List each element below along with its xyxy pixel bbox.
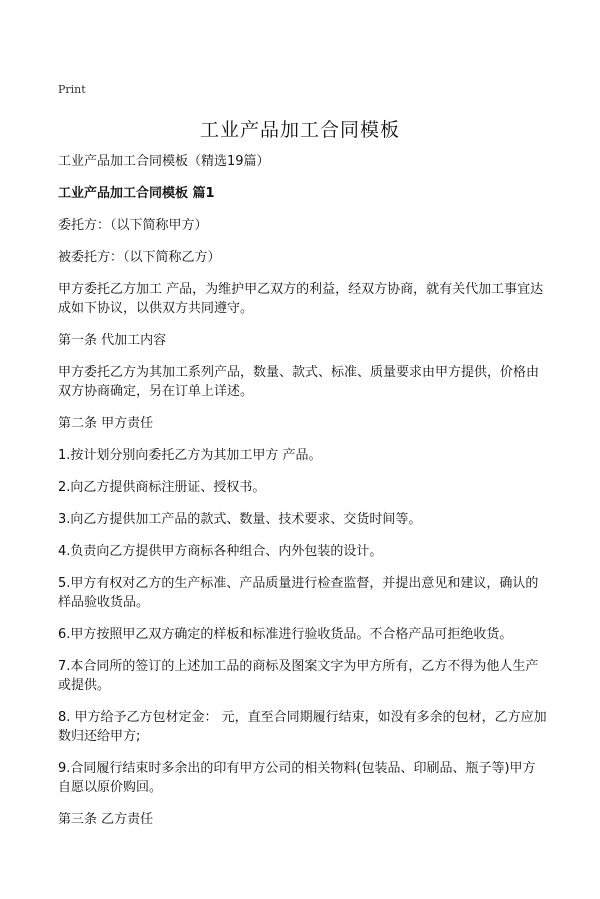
paragraph: 1.按计划分别向委托乙方为其加工甲方 产品。 xyxy=(58,448,322,463)
paragraph: 8. 甲方给予乙方包材定金： 元，直至合同期履行结束，如没有多余的包材，乙方应加数归还给甲方; xyxy=(58,710,547,744)
section-heading: 工业产品加工合同模板 篇1 xyxy=(58,186,215,201)
paragraph: 6.甲方按照甲乙双方确定的样板和标准进行验收货品。不合格产品可拒绝收货。 xyxy=(58,627,513,642)
paragraph: 第一条 代加工内容 xyxy=(58,333,167,348)
paragraph: 被委托方：（以下简称乙方） xyxy=(58,250,221,265)
paragraph: 第三条 乙方责任 xyxy=(58,812,154,827)
paragraph: 7.本合同所的签订的上述加工品的商标及图案文字为甲方所有，乙方不得为他人生产或提供。 xyxy=(58,659,539,693)
document-title: 工业产品加工合同模板 xyxy=(199,119,400,141)
paragraph: 2.向乙方提供商标注册证、授权书。 xyxy=(58,480,266,495)
paragraph: 甲方委托乙方为其加工系列产品，数量、款式、标准、质量要求由甲方提供，价格由双方协商确定，另在订单上详述。 xyxy=(58,365,540,399)
paragraph: 3.向乙方提供加工产品的款式、数量、技术要求、交货时间等。 xyxy=(58,512,422,527)
paragraph: 5.甲方有权对乙方的生产标准、产品质量进行检查监督，并提出意见和建议，确认的样品验收货品。 xyxy=(58,576,539,610)
print-label[interactable]: Print xyxy=(58,83,86,96)
paragraph: 9.合同履行结束时多余出的印有甲方公司的相关物料(包装品、印刷品、瓶子等)甲方自愿以原价购回。 xyxy=(58,761,536,795)
paragraph: 工业产品加工合同模板（精选19篇） xyxy=(58,154,270,169)
paragraph: 甲方委托乙方加工 产品，为维护甲乙双方的利益，经双方协商，就有关代加工事宜达成如下协议，以供双方共同遵守。 xyxy=(58,282,544,316)
paragraph: 第二条 甲方责任 xyxy=(58,416,154,431)
paragraph: 委托方：（以下简称甲方） xyxy=(58,218,208,233)
document-body xyxy=(58,152,548,842)
paragraph: 4.负责向乙方提供甲方商标各种组合、内外包装的设计。 xyxy=(58,544,383,559)
